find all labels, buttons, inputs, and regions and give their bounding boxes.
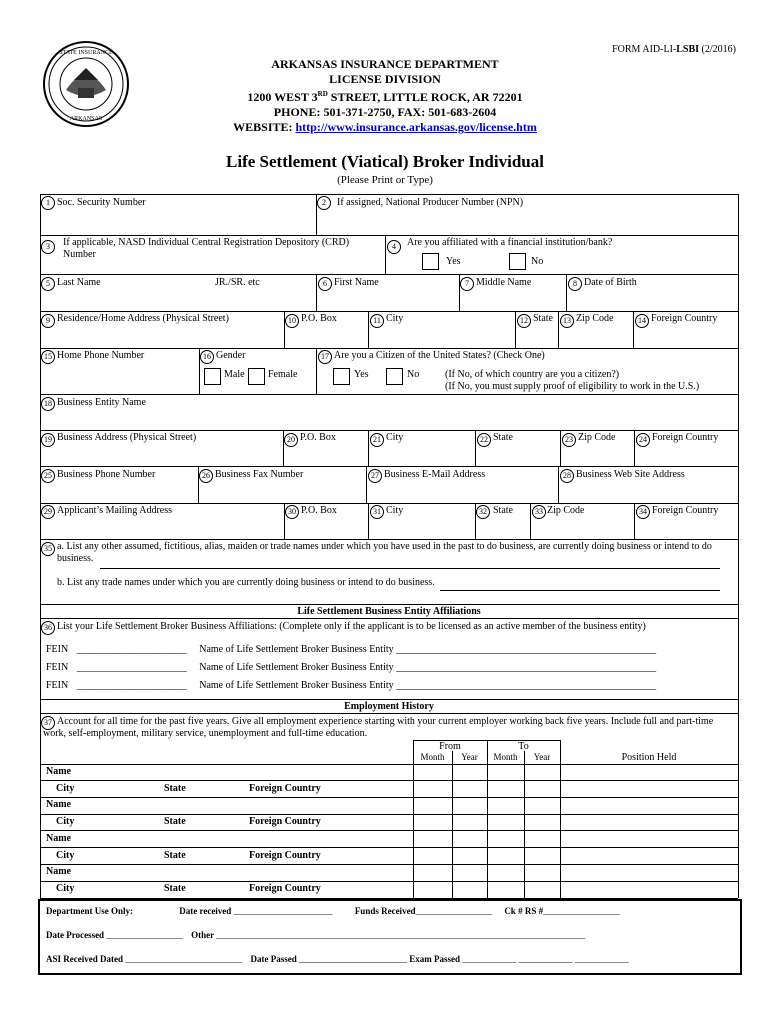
first-name-label: First Name — [334, 277, 379, 288]
field-number-10: 10 — [285, 314, 299, 328]
svg-text:ARKANSAS: ARKANSAS — [69, 116, 103, 122]
trade-names-line-b[interactable] — [440, 590, 720, 591]
date-passed-input[interactable]: ________________________ — [299, 954, 407, 964]
fein-input[interactable]: ______________________ — [76, 662, 187, 673]
date-processed-label: Date Processed — [46, 930, 105, 940]
field-number-14: 14 — [635, 314, 649, 328]
header-block — [0, 57, 770, 135]
office-row-2 — [46, 930, 585, 941]
entity-name-label: Name of Life Settlement Broker Business Entity — [199, 680, 394, 691]
business-zip-label: Zip Code — [578, 432, 616, 443]
date-received-input[interactable]: ______________________ — [233, 906, 333, 916]
dept-use-label: Department Use Only: — [46, 906, 133, 916]
mailing-po-box-label: P.O. Box — [301, 505, 337, 516]
asi-received-label: ASI Received Dated — [46, 954, 123, 964]
entity-name-label: Name of Life Settlement Broker Business Entity — [199, 662, 394, 673]
field-number-8: 8 — [568, 277, 582, 291]
employment-heading: Employment History — [344, 701, 434, 712]
female-label: Female — [268, 369, 298, 380]
employer-name-label: Name — [46, 866, 71, 877]
citizen-note-2: (If No, you must supply proof of eligibility to work in the U.S.) — [445, 381, 700, 392]
employer-state-label: State — [164, 850, 186, 861]
field-number-15: 15 — [41, 350, 55, 364]
ssn-label: Soc. Security Number — [57, 197, 146, 208]
field-number-6: 6 — [318, 277, 332, 291]
field-number-1: 1 — [41, 196, 55, 210]
business-state-label: State — [493, 432, 513, 443]
gender-label: Gender — [216, 350, 246, 361]
business-po-box-label: P.O. Box — [300, 432, 336, 443]
citizen-yes-label: Yes — [354, 369, 369, 380]
last-name-label: Last Name — [57, 277, 101, 288]
business-address-label: Business Address (Physical Street) — [57, 432, 197, 443]
field-number-4: 4 — [387, 240, 401, 254]
suffix-label: JR./SR. etc — [215, 277, 260, 288]
bank-affiliation-label: Are you affiliated with a financial institution/bank? — [407, 237, 613, 248]
field-number-34: 34 — [636, 505, 650, 519]
field-number-25: 25 — [41, 469, 55, 483]
other-names-label-a: a. List any other assumed, fictitious, alias, maiden or trade names under which you have used in the past to do business, are currently doing business or intend to do — [57, 541, 712, 552]
form-title: Life Settlement (Viatical) Broker Individual — [226, 152, 544, 171]
other-names-label-a2: business. — [57, 553, 94, 564]
employer-foreign-label: Foreign Country — [249, 816, 321, 827]
from-header: From — [439, 741, 461, 752]
city-label: City — [386, 313, 404, 324]
field-number-36: 36 — [41, 621, 55, 635]
field-number-11: 11 — [370, 314, 384, 328]
residence-address-label: Residence/Home Address (Physical Street) — [57, 313, 229, 324]
business-website-label: Business Web Site Address — [576, 469, 685, 480]
date-processed-input[interactable]: _________________ — [106, 930, 183, 940]
funds-received-label: Funds Received — [354, 906, 416, 916]
citizen-yes-checkbox[interactable] — [333, 368, 350, 385]
exam-passed-label: Exam Passed — [409, 954, 461, 964]
employer-state-label: State — [164, 783, 186, 794]
field-number-29: 29 — [41, 505, 55, 519]
citizen-note-1: (If No, of which country are you a citizen?) — [445, 369, 620, 380]
field-number-37: 37 — [41, 716, 55, 730]
field-number-22: 22 — [477, 433, 491, 447]
fein-label: FEIN — [46, 680, 69, 691]
employer-city-label: City — [56, 883, 75, 894]
office-row-3 — [46, 954, 629, 965]
field-number-24: 24 — [636, 433, 650, 447]
citizen-no-label: No — [407, 369, 420, 380]
field-number-27: 27 — [368, 469, 382, 483]
field-number-30: 30 — [285, 505, 299, 519]
citizen-label: Are you a Citizen of the United States? (Check One) — [334, 350, 545, 361]
form-subtitle: (Please Print or Type) — [337, 174, 433, 186]
dob-label: Date of Birth — [584, 277, 637, 288]
employment-intro-2: work, self-employment, military service, unemployment and full-time education. — [43, 728, 368, 739]
ck-rs-input[interactable]: _________________ — [543, 906, 620, 916]
dept-phone: PHONE: 501-371-2750, FAX: 501-683-2604 — [273, 105, 497, 119]
employer-city-label: City — [56, 816, 75, 827]
bank-no-checkbox[interactable] — [509, 253, 526, 270]
bank-no-label: No — [531, 256, 544, 267]
website-link[interactable]: http://www.insurance.arkansas.gov/license.htm — [295, 120, 537, 134]
po-box-label: P.O. Box — [301, 313, 337, 324]
foreign-country-label: Foreign Country — [651, 313, 718, 324]
field-number-23: 23 — [562, 433, 576, 447]
home-phone-label: Home Phone Number — [57, 350, 145, 361]
entity-name-label: Name of Life Settlement Broker Business Entity — [199, 644, 394, 655]
field-number-5: 5 — [41, 277, 55, 291]
business-phone-label: Business Phone Number — [57, 469, 156, 480]
to-month-header: Month — [493, 752, 518, 762]
ck-rs-label: Ck # RS # — [504, 906, 544, 916]
mailing-address-label: Applicant’s Mailing Address — [57, 505, 172, 516]
business-foreign-label: Foreign Country — [652, 432, 719, 443]
funds-received-input[interactable]: _________________ — [415, 906, 493, 916]
crd-label: If applicable, NASD Individual Central Registration Depository (CRD) Number — [63, 237, 350, 260]
division-name: LICENSE DIVISION — [329, 72, 441, 86]
fein-row — [46, 644, 736, 656]
employer-state-label: State — [164, 816, 186, 827]
employer-foreign-label: Foreign Country — [249, 883, 321, 894]
employer-foreign-label: Foreign Country — [249, 783, 321, 794]
business-fax-label: Business Fax Number — [215, 469, 304, 480]
field-number-17: 17 — [318, 350, 332, 364]
field-number-31: 31 — [370, 505, 384, 519]
entity-name-input[interactable]: ____________________________________________________ — [396, 644, 657, 655]
citizen-no-checkbox[interactable] — [386, 368, 403, 385]
affiliations-intro: List your Life Settlement Broker Business Affiliations: (Complete only if the applicant is to be licensed as an active member of the business entity) — [57, 621, 646, 632]
mailing-city-label: City — [386, 505, 404, 516]
middle-name-label: Middle Name — [476, 277, 532, 288]
employer-city-label: City — [56, 850, 75, 861]
field-number-26: 26 — [199, 469, 213, 483]
fein-label: FEIN — [46, 644, 69, 655]
bank-yes-checkbox[interactable] — [422, 253, 439, 270]
svg-text:STATE INSURANCE: STATE INSURANCE — [59, 50, 113, 56]
employer-foreign-label: Foreign Country — [249, 850, 321, 861]
date-received-label: Date received — [179, 906, 232, 916]
mailing-state-label: State — [493, 505, 513, 516]
mailing-zip-label: Zip Code — [547, 505, 585, 516]
entity-name-input[interactable]: ____________________________________________________ — [396, 662, 657, 673]
employer-city-label: City — [56, 783, 75, 794]
field-number-9: 9 — [41, 314, 55, 328]
field-number-19: 19 — [41, 433, 55, 447]
field-number-28: 28 — [560, 469, 574, 483]
mailing-foreign-label: Foreign Country — [652, 505, 719, 516]
business-entity-label: Business Entity Name — [57, 397, 146, 408]
business-city-label: City — [386, 432, 404, 443]
npn-label: If assigned, National Producer Number (NPN) — [337, 197, 524, 208]
field-number-18: 18 — [41, 397, 55, 411]
from-year-header: Year — [461, 752, 478, 762]
to-header: To — [518, 741, 529, 752]
from-month-header: Month — [420, 752, 445, 762]
bank-yes-label: Yes — [446, 256, 461, 267]
date-passed-label: Date Passed — [250, 954, 297, 964]
fein-row — [46, 680, 736, 692]
form-id: FORM AID-LI-LSBI (2/2016) — [612, 44, 736, 55]
to-year-header: Year — [533, 752, 551, 762]
other-input[interactable]: __________________________________________________________________________________ — [216, 930, 586, 940]
male-label: Male — [224, 369, 245, 380]
ssn-input[interactable] — [42, 210, 314, 234]
field-number-13: 13 — [560, 314, 574, 328]
dept-website: WEBSITE: http://www.insurance.arkansas.gov/license.htm — [233, 120, 537, 134]
entity-name-input[interactable]: ____________________________________________________ — [396, 680, 657, 691]
field-number-21: 21 — [370, 433, 384, 447]
npn-input[interactable] — [318, 210, 736, 234]
fein-input[interactable]: ______________________ — [76, 680, 187, 691]
affiliations-heading: Life Settlement Business Entity Affiliations — [297, 606, 481, 617]
asi-received-input[interactable]: __________________________ — [125, 954, 243, 964]
field-number-32: 32 — [476, 505, 490, 519]
position-held-header: Position Held — [621, 752, 677, 763]
employer-name-label: Name — [46, 799, 71, 810]
field-number-35: 35 — [41, 542, 55, 556]
field-number-3: 3 — [41, 240, 55, 254]
field-number-7: 7 — [460, 277, 474, 291]
fein-label: FEIN — [46, 662, 69, 673]
employer-name-label: Name — [46, 833, 71, 844]
exam-passed-input[interactable]: ____________ ____________ ____________ — [462, 954, 629, 964]
fein-input[interactable]: ______________________ — [76, 644, 187, 655]
dept-address: 1200 WEST 3RD STREET, LITTLE ROCK, AR 72201 — [247, 90, 523, 104]
other-names-line-a[interactable] — [100, 568, 720, 569]
female-checkbox[interactable] — [248, 368, 265, 385]
zip-label: Zip Code — [576, 313, 614, 324]
field-number-20: 20 — [284, 433, 298, 447]
state-label: State — [533, 313, 553, 324]
employer-name-label: Name — [46, 766, 71, 777]
field-number-33: 33 — [532, 505, 546, 519]
employment-intro-1: Account for all time for the past five years. Give all employment experience starting with your current employer working back five years. Include full and part-time — [57, 716, 714, 727]
field-number-12: 12 — [517, 314, 531, 328]
other-label: Other — [191, 930, 214, 940]
fein-row — [46, 662, 736, 674]
trade-names-label-b: b. List any trade names under which you are currently doing business or intend to do business. — [57, 577, 435, 588]
field-number-2: 2 — [317, 196, 331, 210]
business-email-label: Business E-Mail Address — [384, 469, 486, 480]
employer-state-label: State — [164, 883, 186, 894]
office-row-1 — [46, 906, 620, 917]
male-checkbox[interactable] — [204, 368, 221, 385]
dept-name: ARKANSAS INSURANCE DEPARTMENT — [271, 57, 499, 71]
field-number-16: 16 — [200, 350, 214, 364]
